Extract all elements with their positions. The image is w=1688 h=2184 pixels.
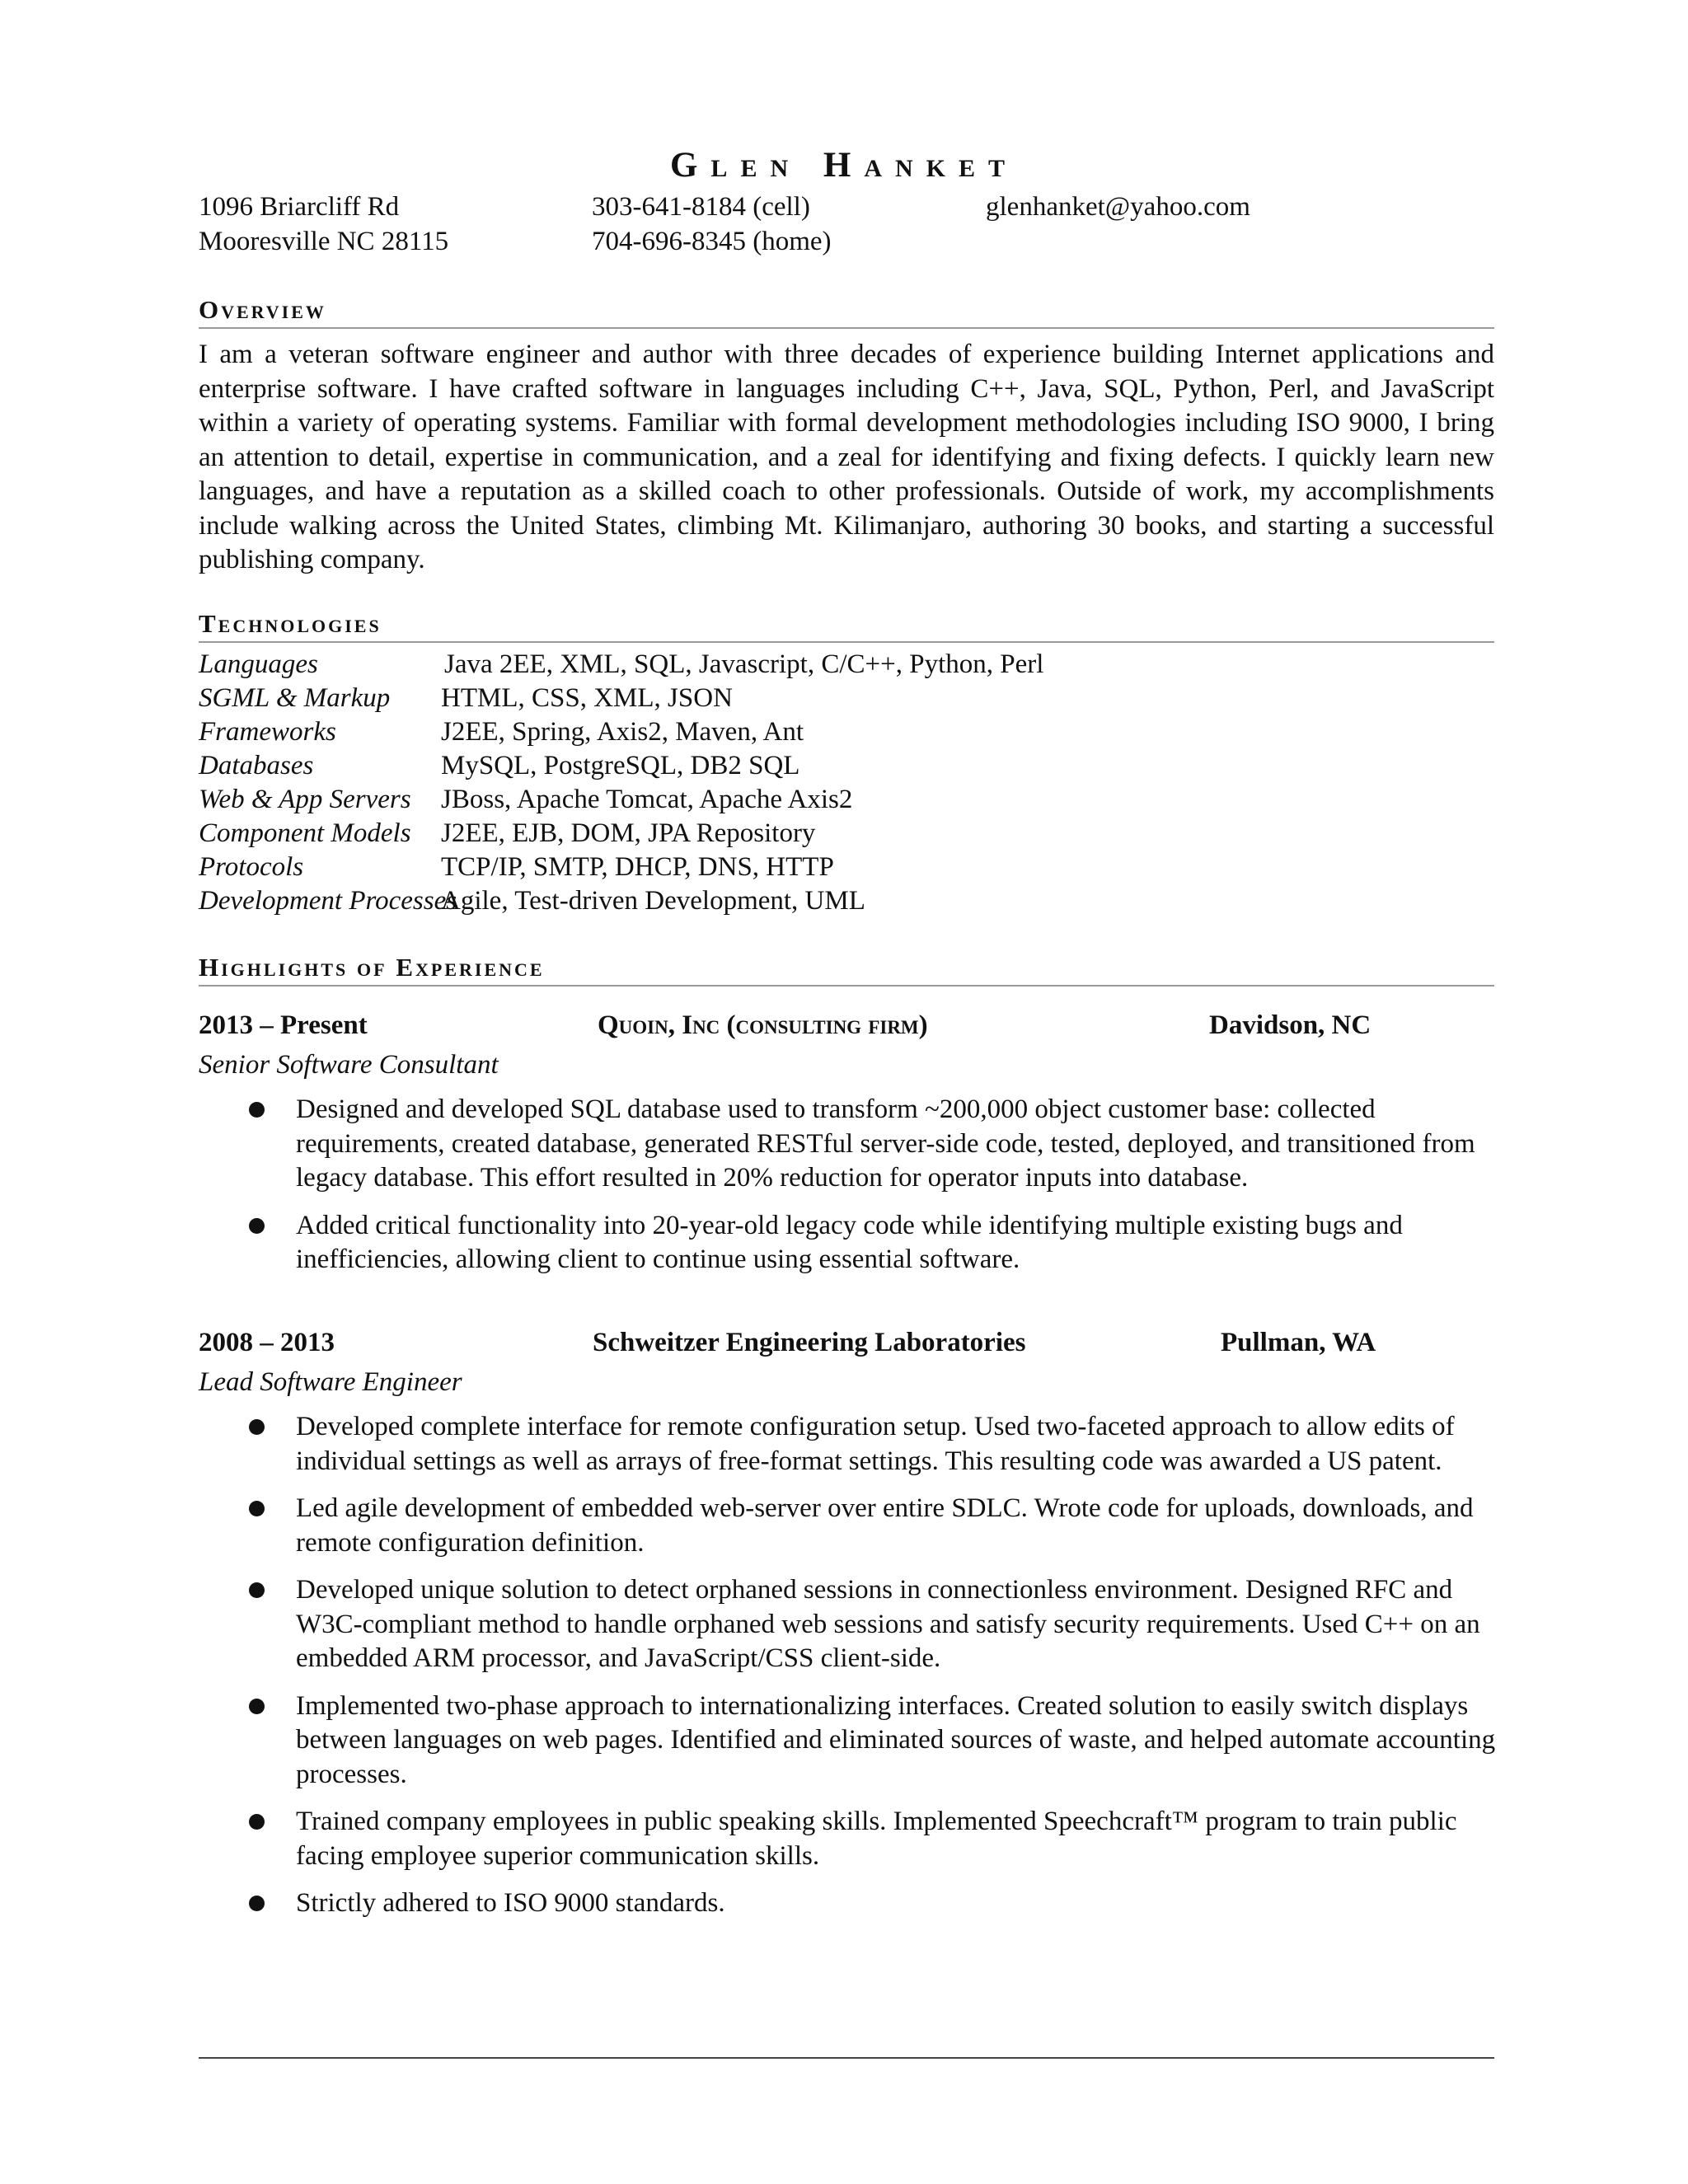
bullet-icon bbox=[249, 1419, 265, 1435]
job-bullet-list bbox=[199, 1093, 1501, 1291]
technologies-heading: Technologies bbox=[199, 608, 1494, 643]
tech-category: Frameworks bbox=[199, 717, 336, 747]
experience-heading: Highlights of Experience bbox=[199, 952, 1494, 987]
tech-category: Component Models bbox=[199, 818, 411, 848]
bullet-text: Added critical functionality into 20-year-old legacy code while identifying multiple existing bugs and inefficiencies, allowing client to continue using essential software. bbox=[296, 1210, 1403, 1274]
bullet-icon bbox=[249, 1501, 265, 1516]
address-line-1: 1096 Briarcliff Rd bbox=[199, 192, 400, 222]
tech-value: J2EE, EJB, DOM, JPA Repository bbox=[441, 818, 816, 848]
job-title: Lead Software Engineer bbox=[199, 1367, 462, 1397]
job-header bbox=[199, 1324, 1494, 1361]
tech-value: HTML, CSS, XML, JSON bbox=[441, 683, 733, 713]
tech-category: Web & App Servers bbox=[199, 785, 411, 814]
tech-value: Java 2EE, XML, SQL, Javascript, C/C++, Python, Perl bbox=[444, 649, 1044, 679]
bullet-icon bbox=[249, 1896, 265, 1911]
tech-category: Protocols bbox=[199, 852, 304, 882]
bullet-icon bbox=[249, 1102, 265, 1118]
bullet-text: Strictly adhered to ISO 9000 standards. bbox=[296, 1888, 725, 1918]
tech-row bbox=[199, 884, 1494, 918]
job-bullet-list bbox=[199, 1410, 1501, 1934]
list-item bbox=[199, 1805, 1501, 1873]
bullet-icon bbox=[249, 1699, 265, 1714]
bullet-text: Developed unique solution to detect orphaned sessions in connectionless environment. Designed RFC and W3C-compliant method to handle orphaned web sessions and satisfy security requirements. Used C++ on an embedded ARM processor, and JavaScript/CSS client-side. bbox=[296, 1575, 1480, 1673]
tech-value: J2EE, Spring, Axis2, Maven, Ant bbox=[441, 717, 804, 747]
tech-category: Development Processes bbox=[199, 886, 457, 916]
tech-row bbox=[199, 648, 1494, 682]
footer-divider bbox=[199, 2057, 1494, 2059]
candidate-name: Glen Hanket bbox=[669, 146, 1018, 185]
phone-cell: 303-641-8184 (cell) bbox=[592, 192, 810, 222]
tech-row bbox=[199, 851, 1494, 884]
email-address: glenhanket@yahoo.com bbox=[986, 192, 1250, 222]
tech-category: Languages bbox=[199, 649, 318, 679]
tech-value: TCP/IP, SMTP, DHCP, DNS, HTTP bbox=[441, 852, 834, 882]
tech-category: Databases bbox=[199, 751, 314, 780]
list-item bbox=[199, 1573, 1501, 1676]
overview-heading: Overview bbox=[199, 294, 1494, 329]
bullet-icon bbox=[249, 1582, 265, 1598]
job-location: Davidson, NC bbox=[1209, 1010, 1372, 1040]
bullet-text: Trained company employees in public speaking skills. Implemented Speechcraft™ program to train public facing employee superior communication skills. bbox=[296, 1807, 1457, 1871]
job-header bbox=[199, 1007, 1494, 1043]
tech-row bbox=[199, 817, 1494, 851]
overview-text: I am a veteran software engineer and author with three decades of experience building Internet applications and enterprise software. I have crafted software in languages including C++, Java, SQL, Python, Perl, and JavaScript within a variety of operating systems. Familiar with formal development methodologies including ISO 9000, I bring an attention to detail, expertise in communication, and a zeal for identifying and fixing defects. I quickly learn new languages, and have a reputation as a skilled coach to other professionals. Outside of work, my accomplishments include walking across the United States, climbing Mt. Kilimanjaro, authoring 30 books, and starting a successful publishing company. bbox=[199, 340, 1494, 574]
list-item bbox=[199, 1410, 1501, 1479]
bullet-text: Led agile development of embedded web-server over entire SDLC. Wrote code for uploads, downloads, and remote configuration definition. bbox=[296, 1493, 1474, 1558]
list-item bbox=[199, 1690, 1501, 1793]
job-dates: 2008 – 2013 bbox=[199, 1328, 335, 1357]
job-dates: 2013 – Present bbox=[199, 1010, 368, 1040]
tech-row bbox=[199, 682, 1494, 715]
tech-category: SGML & Markup bbox=[199, 683, 391, 713]
tech-row bbox=[199, 783, 1494, 817]
job-title: Senior Software Consultant bbox=[199, 1050, 499, 1080]
tech-value: JBoss, Apache Tomcat, Apache Axis2 bbox=[441, 785, 853, 814]
phone-home: 704-696-8345 (home) bbox=[592, 227, 832, 256]
job-company: Quoin, Inc (consulting firm) bbox=[598, 1010, 928, 1040]
job-company: Schweitzer Engineering Laboratories bbox=[593, 1328, 1026, 1357]
list-item bbox=[199, 1093, 1501, 1196]
tech-value: MySQL, PostgreSQL, DB2 SQL bbox=[441, 751, 800, 780]
address-line-2: Mooresville NC 28115 bbox=[199, 227, 449, 256]
bullet-text: Designed and developed SQL database used to transform ~200,000 object customer base: collected requirements, created database, generated RESTful server-side code, tested, deployed, and transitioned from legacy database. This effort resulted in 20% reduction for operator inputs into database. bbox=[296, 1094, 1475, 1193]
bullet-text: Developed complete interface for remote configuration setup. Used two-faceted approach to allow edits of individual settings as well as arrays of free-format settings. This resulting code was awarded a US patent. bbox=[296, 1412, 1455, 1476]
job-location: Pullman, WA bbox=[1221, 1328, 1376, 1357]
tech-row bbox=[199, 749, 1494, 783]
bullet-text: Implemented two-phase approach to internationalizing interfaces. Created solution to easily switch displays between languages on web pages. Identified and eliminated sources of waste, and helped automate accounting processes. bbox=[296, 1690, 1496, 1789]
tech-value: Agile, Test-driven Development, UML bbox=[441, 886, 865, 916]
list-item bbox=[199, 1886, 1501, 1921]
list-item bbox=[199, 1492, 1501, 1560]
bullet-icon bbox=[249, 1814, 265, 1830]
bullet-icon bbox=[249, 1218, 265, 1234]
list-item bbox=[199, 1209, 1501, 1277]
tech-row bbox=[199, 715, 1494, 749]
